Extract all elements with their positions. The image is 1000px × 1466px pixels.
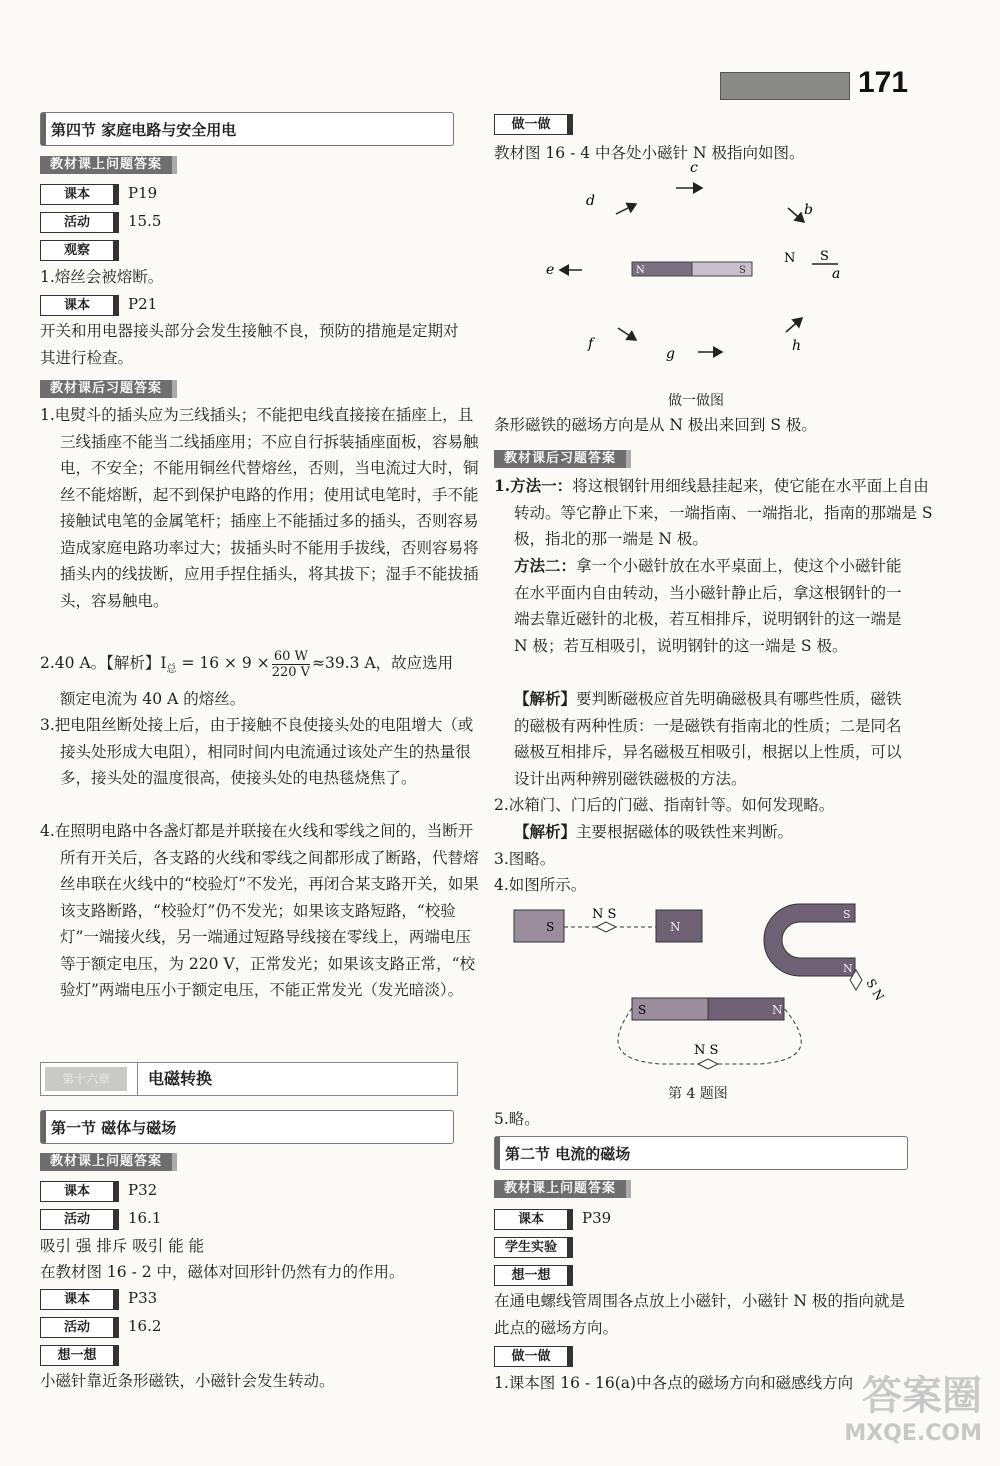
svg-text:N: N <box>636 265 645 276</box>
answer-r4: 4.如图所示。 <box>494 876 587 894</box>
section-title-4 <box>40 112 454 146</box>
answer-2: 2.40 A。【解析】$I_总 = 16 \times 9$ × $\frac{60 W}{220 V} \approx 39.3$ A，故应选用 <box>40 648 454 680</box>
tag-activity: 活动 <box>40 212 119 233</box>
label-e: e <box>546 262 555 278</box>
label-f: f <box>588 336 594 352</box>
horseshoe-magnet <box>764 904 855 976</box>
needle-f <box>618 328 636 340</box>
tag-textbook: 课本 <box>40 1289 119 1310</box>
compass-needle <box>596 922 616 932</box>
activity-ref: 16.2 <box>128 1317 162 1335</box>
method-2: 方法二：拿一个小磁针放在水平桌面上，使这个小磁针能在水平面内自由转动，当小磁针静止后，拿这根钢针的一端去靠近磁针的北极，若互相排斥，说明钢针的这一端是 N 极；若互相吸引，说明钢针的这一端是 S 极。 <box>514 556 902 655</box>
needle-d <box>616 204 636 214</box>
label-g: g <box>666 346 675 362</box>
tag-textbook: 课本 <box>40 184 119 205</box>
tag-activity: 活动 <box>40 1209 119 1230</box>
compass-needle <box>698 1059 718 1069</box>
tag-think: 想一想 <box>494 1265 573 1286</box>
chapter-title: 电磁转换 <box>137 1063 455 1095</box>
section-title-text: 第四节 家庭电路与安全用电 <box>51 120 237 139</box>
label-c: c <box>690 160 698 176</box>
field-direction-text: 条形磁铁的磁场方向是从 N 极出来回到 S 极。 <box>494 416 817 434</box>
analysis-1: 【解析】要判断磁极应首先明确磁极具有哪些性质，磁铁的磁极有两种性质：一是磁铁有指南北的性质；二是同名磁极互相排斥，异名磁极互相吸引，根据以上性质，可以设计出两种辨别磁铁磁极的方法。 <box>514 689 902 788</box>
activity-answer-2: 在教材图 16 - 2 中，磁体对回形针仍然有力的作用。 <box>40 1263 405 1281</box>
svg-text:S: S <box>843 908 851 921</box>
band-in-class-answers: 教材课上问题答案 <box>40 156 177 174</box>
section-title-text: 第二节 电流的磁场 <box>505 1144 631 1163</box>
tag-textbook: 课本 <box>40 295 119 316</box>
svg-text:N S: N S <box>592 907 617 922</box>
needle-h <box>786 318 802 332</box>
activity-ref: 15.5 <box>128 212 162 230</box>
chapter-label: 第十六章 <box>45 1067 127 1091</box>
observe-answer: 1.熔丝会被熔断。 <box>40 268 164 286</box>
band-in-class-answers: 教材课上问题答案 <box>494 1180 631 1198</box>
try-text: 教材图 16 - 4 中各处小磁针 N 极指向如图。 <box>494 144 805 162</box>
answer-1: 1.电熨斗的插头应为三线插头；不能把电线直接接在插座上，且三线插座不能当二线插座用；不应自行拆装插座面板，容易触电，不安全；不能用铜丝代替熔丝，否则，当电流过大时，铜丝不能熔断，起不到保护电路的作用；使用试电笔时，手不能接触试电笔的金属笔杆；插座上不能插过多的插头，否则容易造成家庭电路功率过大；拔插头时不能用手拔线，否则容易将插头内的线拔断，应用手捏住插头，将其拔下；湿手不能拔插头，容易触电。 <box>40 406 479 610</box>
svg-text:N: N <box>670 920 681 934</box>
label-b: b <box>804 202 813 218</box>
figure-caption: 做一做图 <box>668 393 724 409</box>
page-ref: P32 <box>128 1181 158 1199</box>
band-in-class-answers: 教材课上问题答案 <box>40 1153 177 1171</box>
answer-r2: 2.冰箱门、门后的门磁、指南针等。如何发现略。 <box>494 796 835 814</box>
activity-ref: 16.1 <box>128 1209 162 1227</box>
magnet-s <box>514 910 564 942</box>
label-d: d <box>586 193 595 209</box>
svg-text:S N: S N <box>863 976 887 1004</box>
try-answer: 1.课本图 16 - 16(a)中各点的磁场方向和磁感线方向 <box>494 1374 854 1392</box>
page-ref: P39 <box>582 1209 612 1227</box>
fraction: $\frac{60 W}{220 V}$ <box>271 648 311 680</box>
label-a: a <box>832 266 841 282</box>
svg-text:N S: N S <box>694 1043 719 1058</box>
page-number: 171 <box>858 66 909 99</box>
tag-activity: 活动 <box>40 1317 119 1338</box>
svg-text:N: N <box>843 962 853 975</box>
svg-text:S: S <box>546 920 555 934</box>
tag-textbook: 课本 <box>40 1181 119 1202</box>
analysis-2: 【解析】主要根据磁体的吸铁性来判断。 <box>514 822 794 841</box>
svg-text:S: S <box>638 1003 647 1017</box>
answer-r5: 5.略。 <box>494 1110 540 1128</box>
think-answer: 在通电螺线管周围各点放上小磁针，小磁针 N 极的指向就是此点的磁场方向。 <box>494 1292 905 1337</box>
method-1: 1.方法一：将这根钢针用细线悬挂起来，使它能在水平面上自由转动。等它静止下来，一端指南、一端指北，指南的那端是 S 极，指北的那一端是 N 极。 <box>494 476 933 548</box>
tag-try: 做一做 <box>494 1346 573 1367</box>
band-after-class-answers: 教材课后习题答案 <box>40 380 177 398</box>
activity-answer: 吸引 强 排斥 吸引 能 能 <box>40 1237 205 1255</box>
answer-3: 3.把电阻丝断处接上后，由于接触不良使接头处的电阻增大（或接头处形成大电阻），相同时间内电流通过该处产生的热量很多，接头处的温度很高，使接头处的电热毯烧焦了。 <box>40 716 474 787</box>
page-ref: P33 <box>128 1289 158 1307</box>
label-s: S <box>820 249 829 264</box>
magnet-figure <box>510 900 910 1076</box>
needle-b <box>788 208 804 222</box>
watermark: 答案圈 MXQE.COM <box>844 1373 982 1446</box>
svg-text:N: N <box>772 1003 783 1017</box>
compass-diagram <box>530 160 870 380</box>
tag-student-experiment: 学生实验 <box>494 1237 573 1258</box>
figure-caption: 第 4 题图 <box>668 1086 728 1102</box>
answer-2-cont: 额定电流为 40 A 的熔丝。 <box>60 690 246 708</box>
tag-observe: 观察 <box>40 240 119 261</box>
tag-try: 做一做 <box>494 114 573 135</box>
think-answer: 小磁针靠近条形磁铁，小磁针会发生转动。 <box>40 1372 335 1390</box>
page-header-band <box>720 72 850 100</box>
chapter-header <box>40 1062 458 1096</box>
answer-4: 4.在照明电路中各盏灯都是并联接在火线和零线之间的，当断开所有开关后，各支路的火线和零线之间都形成了断路，代替熔丝串联在火线中的“校验灯”不发光，再闭合某支路开关，如果该支路断路，“校验灯”仍不发光；如果该支路短路，“校验灯”一端接火线，另一端通过短路导线接在零线上，两端电压等于额定电压，为 220 V，正常发光；如果该支路正常，“校验灯”两端电压小于额定电压，不能正常发光（发光暗淡）。 <box>40 822 479 999</box>
section-title-1 <box>40 1110 454 1144</box>
page-ref: P19 <box>128 184 158 202</box>
band-after-class-answers: 教材课后习题答案 <box>494 450 631 468</box>
svg-text:S: S <box>739 265 746 276</box>
tag-think: 想一想 <box>40 1345 119 1366</box>
p21-answer: 开关和用电器接头部分会发生接触不良，预防的措施是定期对其进行检查。 <box>40 322 459 367</box>
section-title-text: 第一节 磁体与磁场 <box>51 1118 177 1137</box>
label-h: h <box>792 338 802 354</box>
page-ref: P21 <box>128 295 158 313</box>
tag-textbook: 课本 <box>494 1209 573 1230</box>
label-n: N <box>784 251 796 266</box>
section-title-2 <box>494 1136 908 1170</box>
answer-r3: 3.图略。 <box>494 850 556 868</box>
